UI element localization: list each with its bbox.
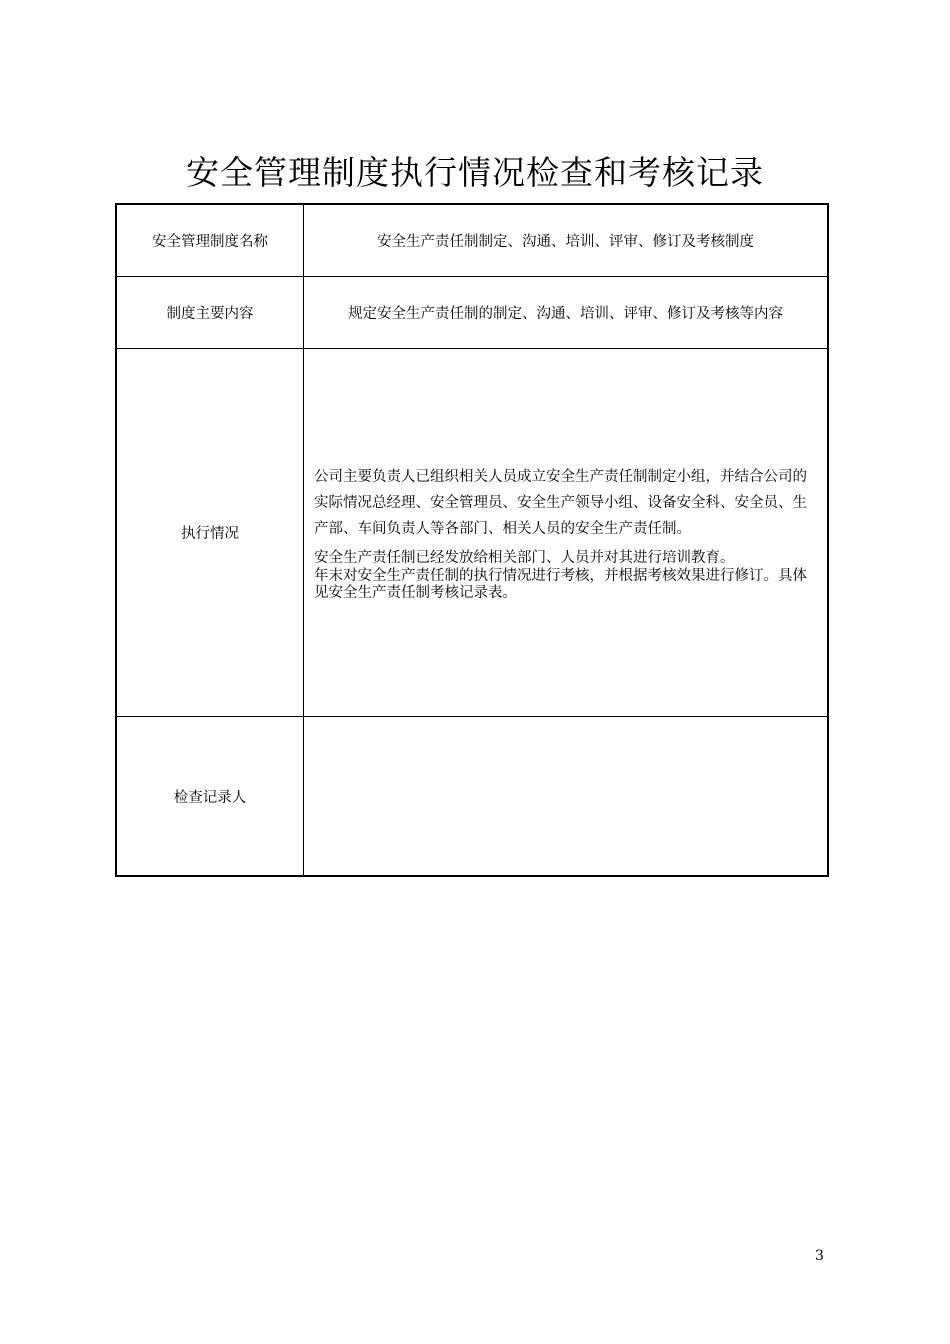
- table-row-main-content: [116, 277, 828, 349]
- inspector-label: 检查记录人: [116, 717, 304, 877]
- execution-label: 执行情况: [116, 349, 304, 717]
- table-row-execution: [116, 349, 828, 717]
- execution-paragraph-1: 公司主要负责人已组织相关人员成立安全生产责任制制定小组，并结合公司的实际情况总经理、安全管理员、安全生产领导小组、设备安全科、安全员、生产部、车间负责人等各部门、相关人员的安全生产责任制。: [314, 468, 807, 537]
- main-content-label: 制度主要内容: [116, 277, 304, 349]
- record-table: [115, 203, 829, 877]
- page-number: 3: [815, 1248, 824, 1264]
- table-row-system-name: [116, 204, 828, 277]
- system-name-value: 安全生产责任制制定、沟通、培训、评审、修订及考核制度: [304, 204, 829, 277]
- table-row-inspector: [116, 717, 828, 877]
- inspector-value[interactable]: [304, 717, 829, 877]
- execution-paragraph-2: 安全生产责任制已经发放给相关部门、人员并对其进行培训教育。: [314, 549, 735, 566]
- page-title: 安全管理制度执行情况检查和考核记录: [186, 153, 764, 192]
- main-content-value: 规定安全生产责任制的制定、沟通、培训、评审、修订及考核等内容: [304, 277, 829, 349]
- execution-value: [304, 349, 829, 717]
- system-name-label: 安全管理制度名称: [116, 204, 304, 277]
- execution-paragraph-3: 年末对安全生产责任制的执行情况进行考核，并根据考核效果进行修订。具体见安全生产责任制考核记录表。: [314, 567, 807, 601]
